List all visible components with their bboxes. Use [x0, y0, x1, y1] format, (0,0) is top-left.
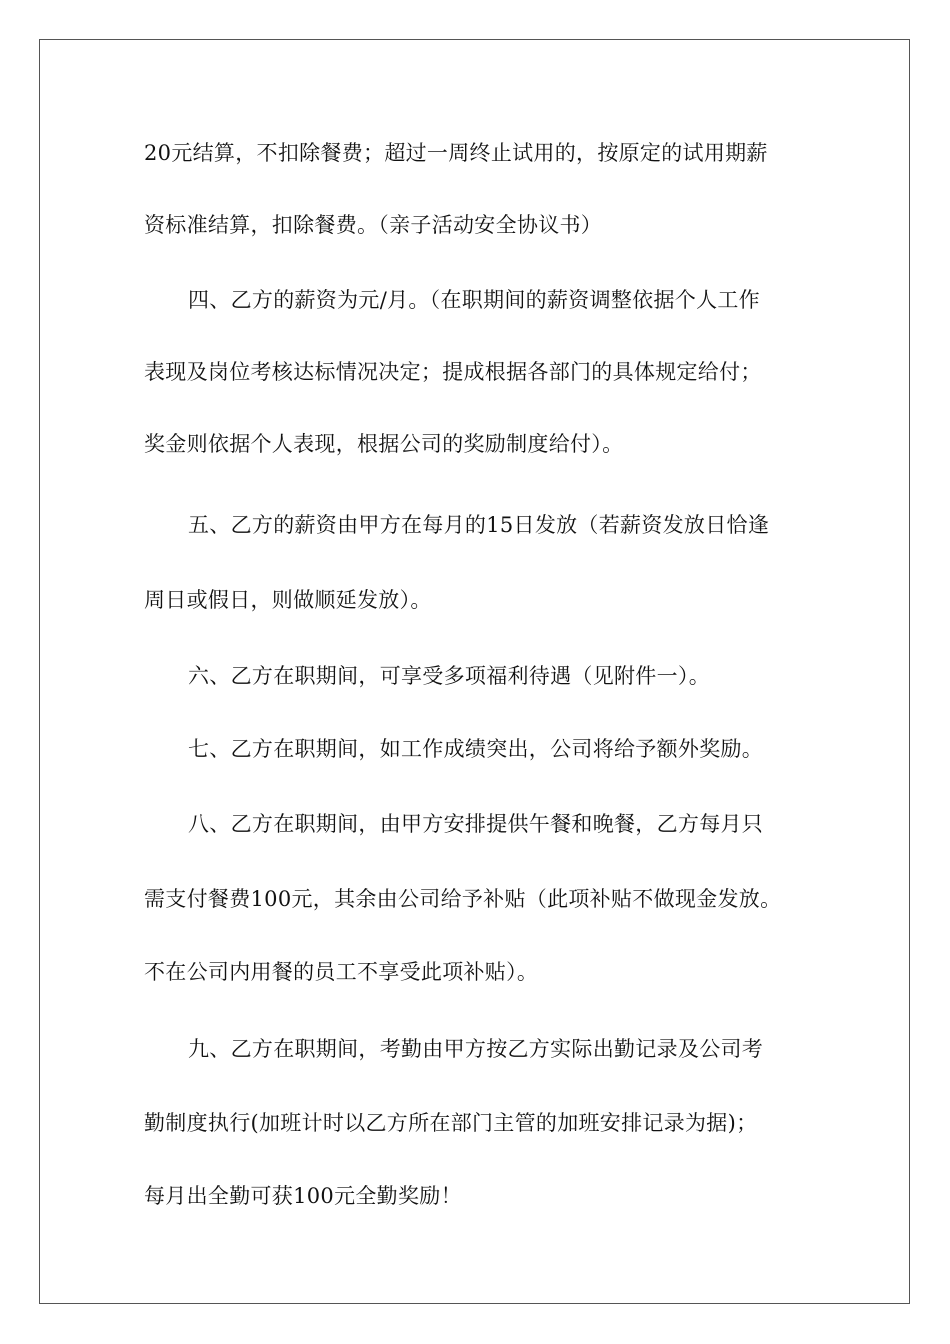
text-line: 勤制度执行(加班计时以乙方所在部门主管的加班安排记录为据)；: [144, 1111, 758, 1135]
text-line: 需支付餐费100元，其余由公司给予补贴（此项补贴不做现金发放。: [144, 887, 782, 911]
paragraph-start-line: 八、乙方在职期间，由甲方安排提供午餐和晚餐，乙方每月只: [188, 812, 764, 836]
text-line: 资标准结算，扣除餐费。（亲子活动安全协议书）: [144, 213, 603, 237]
text-line: 不在公司内用餐的员工不享受此项补贴）。: [144, 960, 539, 984]
text-line: 每月出全勤可获100元全勤奖励！: [144, 1184, 462, 1208]
paragraph-start-line: 七、乙方在职期间，如工作成绩突出，公司将给予额外奖励。: [188, 737, 764, 761]
text-line: 周日或假日，则做顺延发放）。: [144, 588, 432, 612]
paragraph-start-line: 九、乙方在职期间，考勤由甲方按乙方实际出勤记录及公司考: [188, 1037, 764, 1061]
paragraph-start-line: 五、乙方的薪资由甲方在每月的15日发放（若薪资发放日恰逢: [188, 513, 770, 537]
paragraph-start-line: 四、乙方的薪资为元/月。（在职期间的薪资调整依据个人工作: [188, 288, 760, 312]
text-line: 奖金则依据个人表现，根据公司的奖励制度给付）。: [144, 432, 624, 456]
text-line: 20元结算，不扣除餐费；超过一周终止试用的，按原定的试用期薪: [144, 141, 768, 165]
text-line: 表现及岗位考核达标情况决定；提成根据各部门的具体规定给付；: [144, 360, 762, 384]
paragraph-start-line: 六、乙方在职期间，可享受多项福利待遇（见附件一）。: [188, 664, 710, 688]
